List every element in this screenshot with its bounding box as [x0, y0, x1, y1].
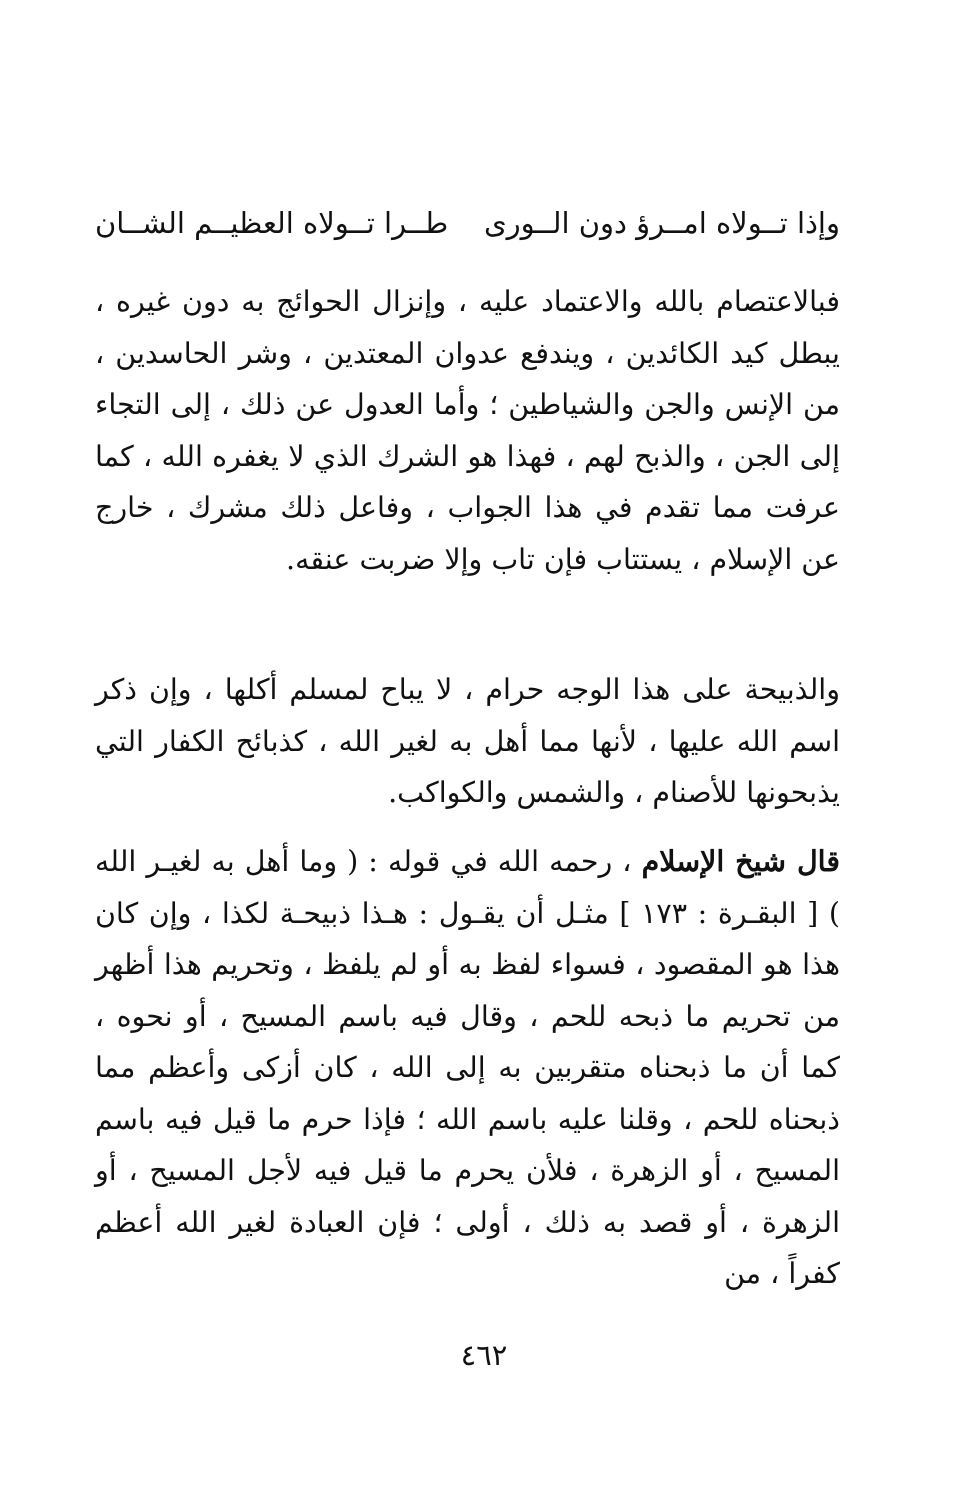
paragraph-2: والذبيحة على هذا الوجه حرام ، لا يباح لمسلم أكلها ، وإن ذكر اسم الله عليها ، لأنها مما أهل به لغير الله ، كذبائح الكفار التي يذبحونها للأصنام ، والشمس والكواكب. — [95, 673, 840, 809]
paragraph-3-lead: قال شيخ الإسلام — [641, 844, 840, 878]
verse-right-hemistich: وإذا تــولاه امــرؤ دون الــورى — [483, 206, 840, 240]
poetry-verse — [95, 198, 840, 248]
page-number: ٤٦٢ — [460, 1338, 508, 1372]
verse-left-hemistich: طــرا تــولاه العظيــم الشــان — [95, 206, 449, 240]
paragraph-3 — [95, 836, 840, 1300]
paragraph-1: فبالاعتصام بالله والاعتماد عليه ، وإنزال الحوائج به دون غيره ، يبطل كيد الكائدين ، ويندفع عدوان المعتدين ، وشر الحاسدين ، من الإنس والجن والشياطين ؛ وأما العدول عن ذلك ، إلى التجاء إلى الجن ، والذبح لهم ، فهذا هو الشرك الذي لا يغفره الله ، كما عرفت مما تقدم في هذا الجواب ، وفاعل ذلك مشرك ، خارج عن الإسلام ، يستتاب فإن تاب وإلا ضربت عنقه. — [95, 285, 840, 576]
paragraph-3-body: ، رحمه الله في قوله : ( وما أهل به لغيـر الله ) [ البقـرة : ١٧٣ ] مثـل أن يقـول : هـذا ذبيحـة لكذا ، وإن كان هذا هو المقصود ، فسواء لفظ به أو لم يلفظ ، وتحريم هذا أظهر من تحريم ما ذبحه للحم ، وقال فيه باسم المسيح ، أو نحوه ، كما أن ما ذبحناه متقربين به إلى الله ، كان أزكى وأعظم مما ذبحناه للحم ، وقلنا عليه باسم الله ؛ فإذا حرم ما قيل فيه باسم المسيح ، أو الزهرة ، فلأن يحرم ما قيل فيه لأجل المسيح ، أو الزهرة ، أو قصد به ذلك ، أولى ؛ فإن العبادة لغير الله أعظم كفراً ، من — [95, 845, 841, 1290]
